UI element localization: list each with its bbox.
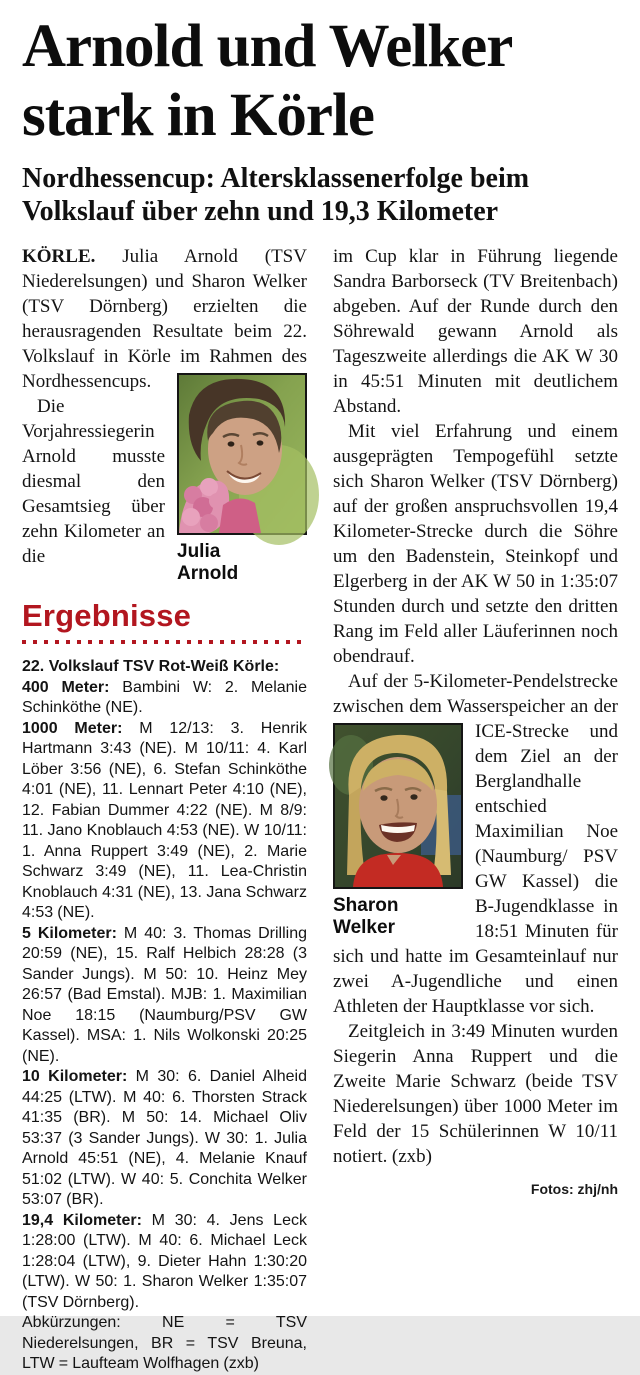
paragraph-5-text: Auf der 5-Kilometer-Pendelstrecke zwischen dem Wasserspeicher an der ICE-Strecke bbox=[333, 671, 618, 742]
paragraph-4: Mit viel Erfahrung und einem ausgeprägten Tempogefühl setzte sich Sharon Welker (TSV Dörnberg) auf der großen anspruchsvollen 19,4 Kilometer-Strecke durch die Söhre um den Badenstein, Steinkopf und Elgerberg in der AK W 50 in 1:35:07 Stunden durch und setzte den dritten Rang im Feld aller Läuferinnen noch obendrauf. bbox=[333, 421, 618, 667]
article-columns bbox=[22, 244, 618, 1375]
sharon-welker-photo bbox=[333, 723, 463, 889]
results-entry-10km: 10 Kilometer: M 30: 6. Daniel Alheid 44:25 (LTW). M 40: 6. Thorsten Strack 41:35 (BR). M 50: 14. Michael Oliv 53:37 (3 Sander Jungs). W 30: 1. Julia Arnold 45:51 (NE), 4. Melanie Knauf 51:02 (LTW). W 40: 5. Conchita Welker 53:07 (BR). bbox=[22, 1068, 307, 1208]
results-abbreviations: Abkürzungen: NE = TSV Niederelsungen, BR = TSV Breuna, LTW = Laufteam Wolfhagen (zxb) bbox=[22, 1314, 307, 1372]
results-box bbox=[22, 599, 307, 1375]
subheadline-line-1: Nordhessencup: Altersklassenerfolge beim bbox=[22, 163, 530, 194]
results-entry-400m: 400 Meter: Bambini W: 2. Melanie Schinköthe (NE). bbox=[22, 678, 308, 716]
paragraph-intro-text: Julia Arnold (TSV Niederelsungen) und Sharon Welker (TSV Dörnberg) erzielten die herausragenden Resultate beim 22. Volkslauf in Körle im bbox=[22, 246, 307, 367]
results-entry-5km: 5 Kilometer: M 40: 3. Thomas Drilling 20:59 (NE), 15. Ralf Helbich 28:28 (3 Sander Jungs). M 50: 10. Heinz Mey 26:57 (Bad Emstal). MJB: 1. Maximilian Noe 18:15 (Naumburg/PSV GW Kassel). MSA: 1. Nils Wolkonski 20:25 (NE). bbox=[22, 924, 308, 1065]
subheadline-line-2: Volkslauf über zehn und 19,3 Kilometer bbox=[22, 196, 499, 227]
article-subheadline bbox=[22, 162, 618, 228]
sharon-welker-caption: Sharon Welker bbox=[333, 895, 399, 938]
headline-line-2: stark in Körle bbox=[22, 82, 374, 149]
sharon-welker-portrait-illustration bbox=[335, 725, 461, 887]
julia-arnold-photo bbox=[177, 373, 307, 535]
article-headline bbox=[22, 12, 618, 150]
left-column bbox=[22, 244, 307, 1375]
julia-arnold-caption: Julia Arnold bbox=[177, 541, 239, 584]
results-entry-1000m: 1000 Meter: M 12/13: 3. Henrik Hartmann 3:43 (NE). M 10/11: 4. Karl Löber 3:56 (NE), 6. Stefan Schinköthe 4:01 (NE), 11. Lennart Peter 4:10 (NE), 12. Fabian Dummer 4:22 (NE). M 8/9: 11. Jano Knoblauch 4:53 (NE). W 10/11: 1. Anna Ruppert 3:49 (NE), 2. Marie Schwarz 3:49 (NE), 11. Lea-Christin Knoblauch 4:31 (NE), 13. Jana Schwarz 4:53 (NE). bbox=[22, 719, 308, 921]
paragraph-2: Die Vorjahressiegerin Arnold musste diesmal den Gesamtsieg über zehn Kilometer an die bbox=[22, 396, 165, 567]
paragraph-5 bbox=[333, 669, 618, 1019]
results-event-title: 22. Volkslauf TSV Rot-Weiß Körle: bbox=[22, 658, 280, 675]
paragraph-5-text-after: und dem Ziel an der Berglandhalle entschied Maximilian Noe (Naumburg/ PSV GW Kassel) die B-Jugendklasse in 18:51 Minuten für sich und hatte im Gesamteinlauf nur zwei A-Jugendliche und einen Athleten der Hauptklasse vor sich. bbox=[333, 721, 618, 1017]
julia-arnold-portrait-illustration bbox=[179, 375, 305, 533]
results-title: Ergebnisse bbox=[22, 598, 192, 633]
headline-line-1: Arnold und Welker bbox=[22, 13, 513, 80]
dateline: KÖRLE. bbox=[22, 246, 96, 267]
paragraph-intro-text-after: Rahmen des Nordhessencups. bbox=[22, 346, 307, 392]
dotted-divider bbox=[22, 640, 307, 644]
paragraph-3: im Cup klar in Führung liegende Sandra Barborseck (TV Breitenbach) abgeben. Auf der Runde durch den Söhrewald gewann Arnold als Tageszweite allerdings die AK W 30 in 45:51 Minuten mit deutlichem Abstand. bbox=[333, 246, 618, 417]
sharon-welker-figure bbox=[333, 723, 463, 939]
photo-credit: Fotos: zhj/nh bbox=[530, 1181, 618, 1197]
results-entry-19-4km: 19,4 Kilometer: M 30: 4. Jens Leck 1:28:00 (LTW). M 40: 6. Michael Leck 1:28:04 (LTW), 9. Dieter Hahn 1:30:20 (LTW). W 50: 1. Sharon Welker 1:35:07 (TSV Dörnberg). bbox=[22, 1211, 307, 1311]
right-column bbox=[333, 244, 618, 1375]
paragraph-6: Zeitgleich in 3:49 Minuten wurden Siegerin Anna Ruppert und die Zweite Marie Schwarz (beide TSV Niederelsungen) über 1000 Meter im Feld der 15 Schülerinnen W 10/11 notiert. (zxb) bbox=[333, 1021, 618, 1167]
julia-arnold-figure bbox=[177, 373, 307, 585]
